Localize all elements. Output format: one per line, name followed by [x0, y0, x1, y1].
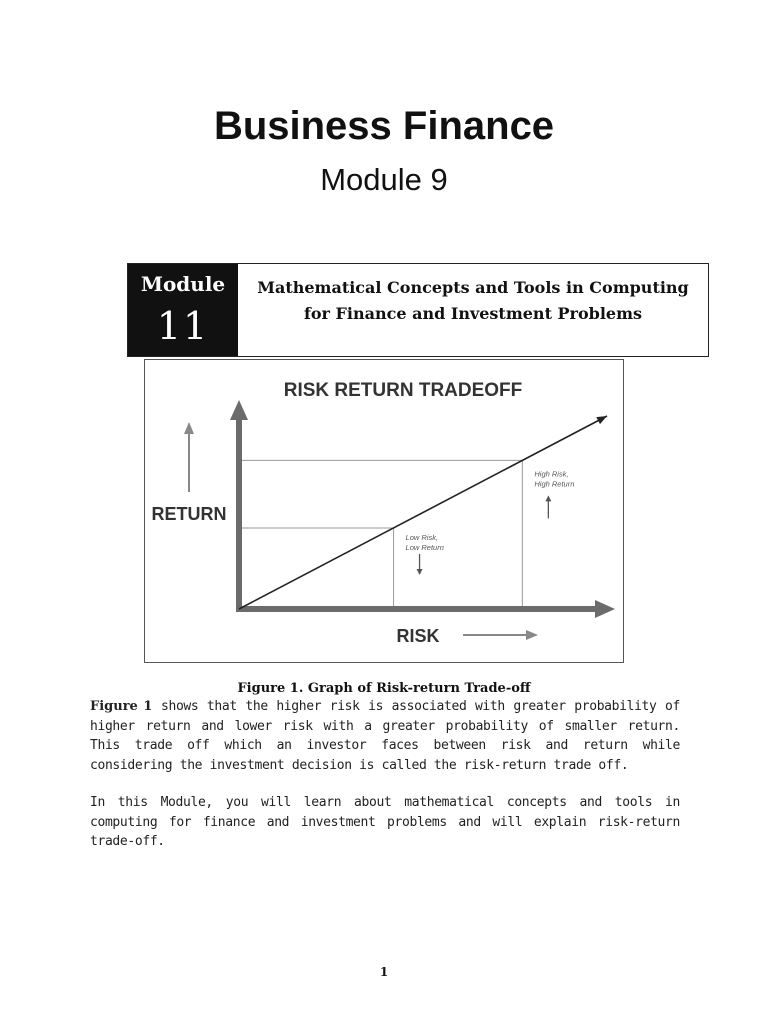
annotation-label-0: Low Risk, Low Return [405, 532, 444, 552]
return-direction-arrowhead [184, 422, 194, 434]
module-label: Module [140, 272, 226, 296]
y-axis-label: RETURN [151, 504, 227, 524]
y-axis-arrowhead [230, 400, 248, 420]
module-header [127, 263, 709, 357]
body-paragraph-1 [90, 697, 680, 775]
risk-return-chart [145, 360, 623, 662]
document-subtitle: Module 9 [320, 162, 448, 197]
x-axis-label: RISK [396, 626, 440, 646]
module-number: 11 [156, 304, 210, 348]
chart-title: RISK RETURN TRADEOFF [283, 380, 523, 401]
body-paragraph-1-text: shows that the higher risk is associated with greater probability of higher return and lower risk with a greater probability of smaller return. This trade off which an investor faces between risk and return while considering the investment decision is called the risk-return trade off. [90, 699, 681, 773]
risk-return-figure [144, 359, 624, 663]
series-line-0 [239, 416, 607, 609]
module-title: Mathematical Concepts and Tools in Computing for Finance and Investment Problems [257, 278, 689, 323]
body-paragraph-2: In this Module, you will learn about mathematical concepts and tools in computing for finance and investment problems and will explain risk-return trade-off. [90, 795, 680, 849]
page-number: 1 [379, 965, 389, 979]
annotation-label-1: High Risk, High Return [534, 469, 575, 489]
annotation-arrowhead-0 [417, 569, 423, 575]
document-title: Business Finance [213, 104, 555, 148]
risk-direction-arrowhead [526, 630, 538, 640]
series-line-arrowhead-0 [596, 416, 607, 424]
x-axis-arrowhead [595, 600, 615, 618]
module-badge [128, 264, 238, 356]
figure-caption: Figure 1. Graph of Risk-return Trade-off [237, 681, 531, 696]
annotation-arrowhead-1 [545, 495, 551, 501]
figure-reference: Figure 1 [90, 699, 153, 714]
